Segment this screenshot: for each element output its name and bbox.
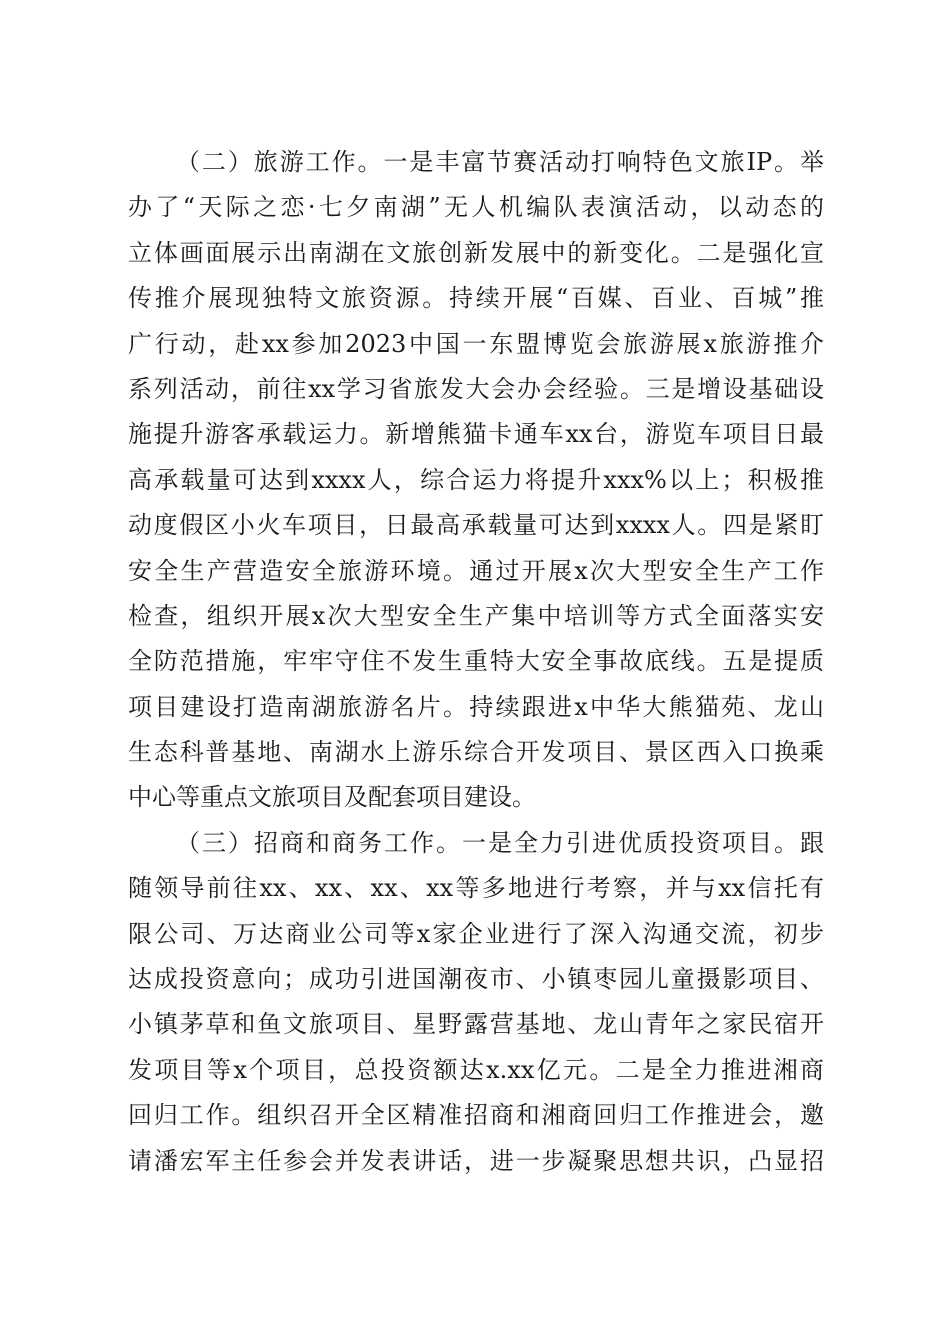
paragraph-1-line-2: 办了“天际之恋·七夕南湖”无人机编队表演活动，以动态的 [128,193,824,222]
paragraph-1-line-12: 全防范措施，牢牢守住不发生重特大安全事故底线。五是提质 [128,647,824,676]
paragraph-2-line-4: 达成投资意向；成功引进国潮夜市、小镇枣园儿童摄影项目、 [128,965,824,994]
paragraph-2-line-1: （三）招商和商务工作。一是全力引进优质投资项目。跟 [176,828,824,857]
paragraph-1-line-9: 动度假区小火车项目，日最高承载量可达到xxxx人。四是紧盯 [128,511,824,540]
paragraph-2-line-7: 回归工作。组织召开全区精准招商和湘商回归工作推进会，邀 [128,1101,824,1130]
paragraph-1-line-8: 高承载量可达到xxxx人，综合运力将提升xxx%以上；积极推 [128,465,824,494]
paragraph-1-line-5: 广行动，赴xx参加2023中国一东盟博览会旅游展x旅游推介 [128,329,824,358]
paragraph-1-line-13: 项目建设打造南湖旅游名片。持续跟进x中华大熊猫苑、龙山 [128,692,824,721]
paragraph-1-line-10: 安全生产营造安全旅游环境。通过开展x次大型安全生产工作 [128,556,824,585]
paragraph-2-line-8: 请潘宏军主任参会并发表讲话，进一步凝聚思想共识，凸显招 [128,1146,824,1175]
paragraph-1-line-11: 检查，组织开展x次大型安全生产集中培训等方式全面落实安 [128,601,824,630]
paragraph-1-line-14: 生态科普基地、南湖水上游乐综合开发项目、景区西入口换乘 [128,738,824,767]
paragraph-2-line-5: 小镇茅草和鱼文旅项目、星野露营基地、龙山青年之家民宿开 [128,1010,824,1039]
document-body [128,140,824,1184]
paragraph-2-line-3: 限公司、万达商业公司等x家企业进行了深入沟通交流，初步 [128,919,824,948]
paragraph-1-line-6: 系列活动，前往xx学习省旅发大会办会经验。三是增设基础设 [128,374,824,403]
paragraph-1-line-3: 立体画面展示出南湖在文旅创新发展中的新变化。二是强化宣 [128,238,824,267]
paragraph-1-line-15: 中心等重点文旅项目及配套项目建设。 [128,783,536,812]
paragraph-2-line-2: 随领导前往xx、xx、xx、xx等多地进行考察，并与xx信托有 [128,874,824,903]
paragraph-1-line-4: 传推介展现独特文旅资源。持续开展“百媒、百业、百城”推 [128,284,824,313]
paragraph-1-line-1: （二）旅游工作。一是丰富节赛活动打响特色文旅IP。举 [176,148,824,176]
paragraph-2-line-6: 发项目等x个项目，总投资额达x.xx亿元。二是全力推进湘商 [128,1055,824,1084]
paragraph-1-line-7: 施提升游客承载运力。新增熊猫卡通车xx台，游览车项目日最 [128,420,824,449]
